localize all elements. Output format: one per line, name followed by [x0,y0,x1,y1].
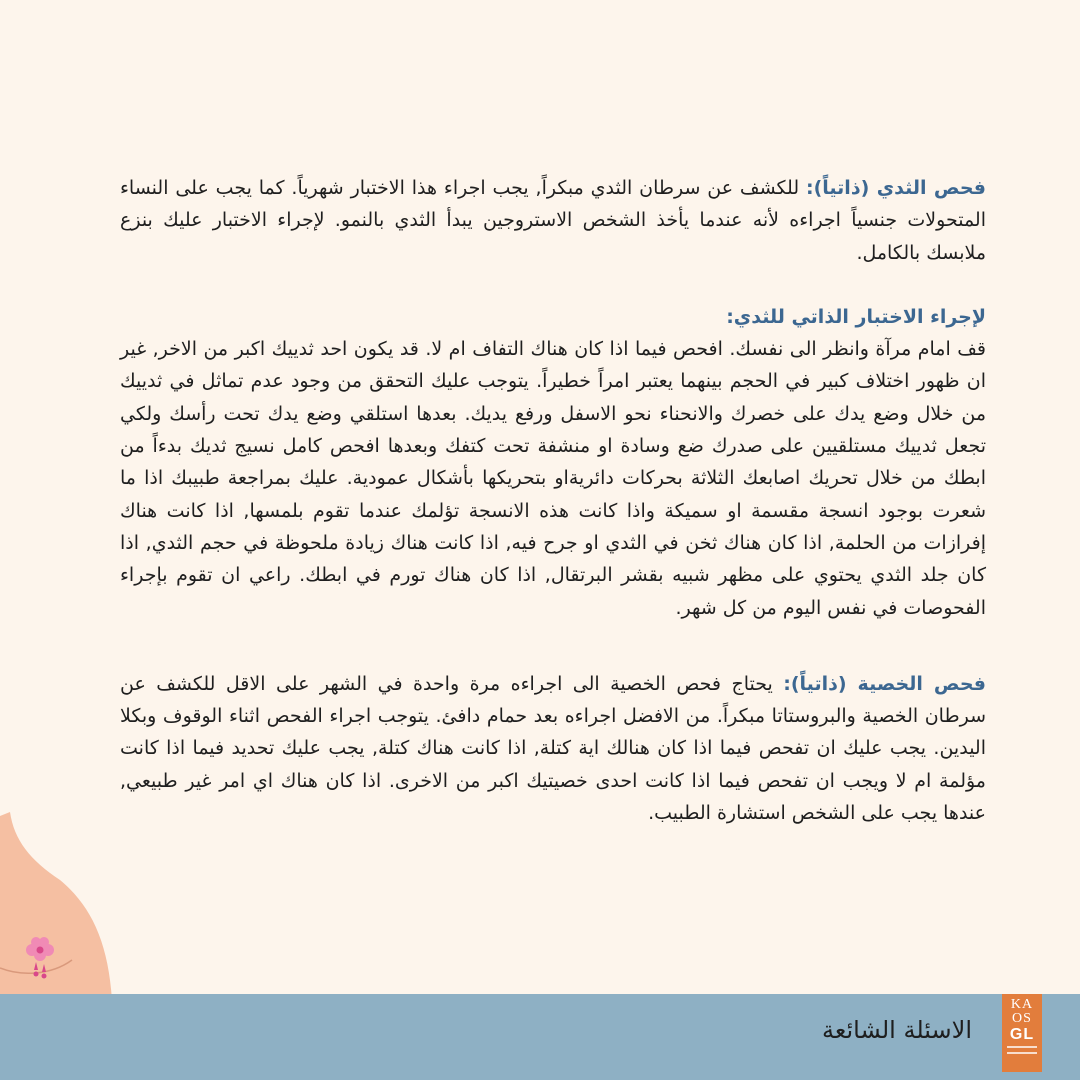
breast-steps-heading: لإجراء الاختبار الذاتي للثدي: [726,305,986,328]
article [120,172,986,829]
testicle-exam-text: يحتاج فحص الخصية الى اجراءه مرة واحدة في الشهر على الاقل للكشف عن سرطان الخصية والبروستاتا مبكراً. من الافضل اجراءه بعد حمام دافئ. يتوجب اجراء الفحص اثناء الوقوف وبكلا اليدين. يجب عليك ان تفحص فيما اذا كان هنالك اية كتلة, اذا كانت هناك كتلة, يجب عليك تحديد فيما اذا كانت مؤلمة ام لا ويجب ان تفحص فيما اذا كانت احدى خصيتيك اكبر من الاخرى. اذا كان هناك اي امر غير طبيعي, عندها يجب على الشخص استشارة الطبيب. [120,672,986,825]
kaos-gl-logo [1002,994,1042,1072]
breast-exam-text: للكشف عن سرطان الثدي مبكراً, يجب اجراء هذا الاختبار شهرياً. كما يجب على النساء المتحولات جنسياً اجراءه لأنه عندما يأخذ الشخص الاستروجين يبدأ الثدي بالنمو. لإجراء الاختبار عليك بنزع ملابسك بالكامل. [120,177,986,264]
testicle-exam-heading: فحص الخصية (ذاتياً): [783,672,986,695]
logo-fine-print [1007,1046,1037,1054]
logo-line-1: KA [1010,997,1034,1012]
testicle-exam-paragraph [120,668,986,829]
body-illustration [0,800,130,1000]
logo-line-3: GL [1009,1026,1035,1043]
breast-steps-text: قف امام مرآة وانظر الى نفسك. افحص فيما اذا كان هناك التفاف ام لا. قد يكون احد ثدييك اكبر من الاخر, غير ان ظهور اختلاف كبير في الحجم بينهما يعتبر امراً خطيراً. يتوجب عليك التحقق من وجود عدم تماثل في ثدييك من خلال وضع يدك على خصرك والانحناء نحو الاسفل ورفع يديك. بعدها استلقي وضع يدك تحت رأسك ولكي تجعل ثدييك مستلقيين على صدرك ضع وسادة او منشفة تحت كتفك وبعدها افحص كامل نسيج ثديك بدءاً من ابطك من خلال تحريك اصابعك الثلاثة بحركات دائريةاو بتحريكها بأشكال عمودية. عليك بمراجعة طبيبك اذا ما شعرت بوجود انسجة مقسمة او سميكة واذا كانت هذه الانسجة تؤلمك عندما تقوم بلمسها, اذا كانت هناك إفرازات من الحلمة, اذا كان هناك ثخن في الثدي او جرح فيه, اذا كانت هناك زيادة ملحوظة في حجم الثدي, اذا كان جلد الثدي يحتوي على مظهر شبيه بقشر البرتقال, اذا كان هناك تورم في ابطك. راعي ان تقوم بإجراء الفحوصات في نفس اليوم من كل شهر. [120,338,986,619]
breast-steps-paragraph [120,301,986,624]
logo-line-2: OS [1012,1011,1032,1026]
breast-exam-heading: فحص الثدي (ذاتياً): [806,177,986,199]
breast-exam-paragraph [120,172,986,269]
footer-title: الاسئلة الشائعة [822,1016,972,1044]
footer-band [0,994,1080,1080]
